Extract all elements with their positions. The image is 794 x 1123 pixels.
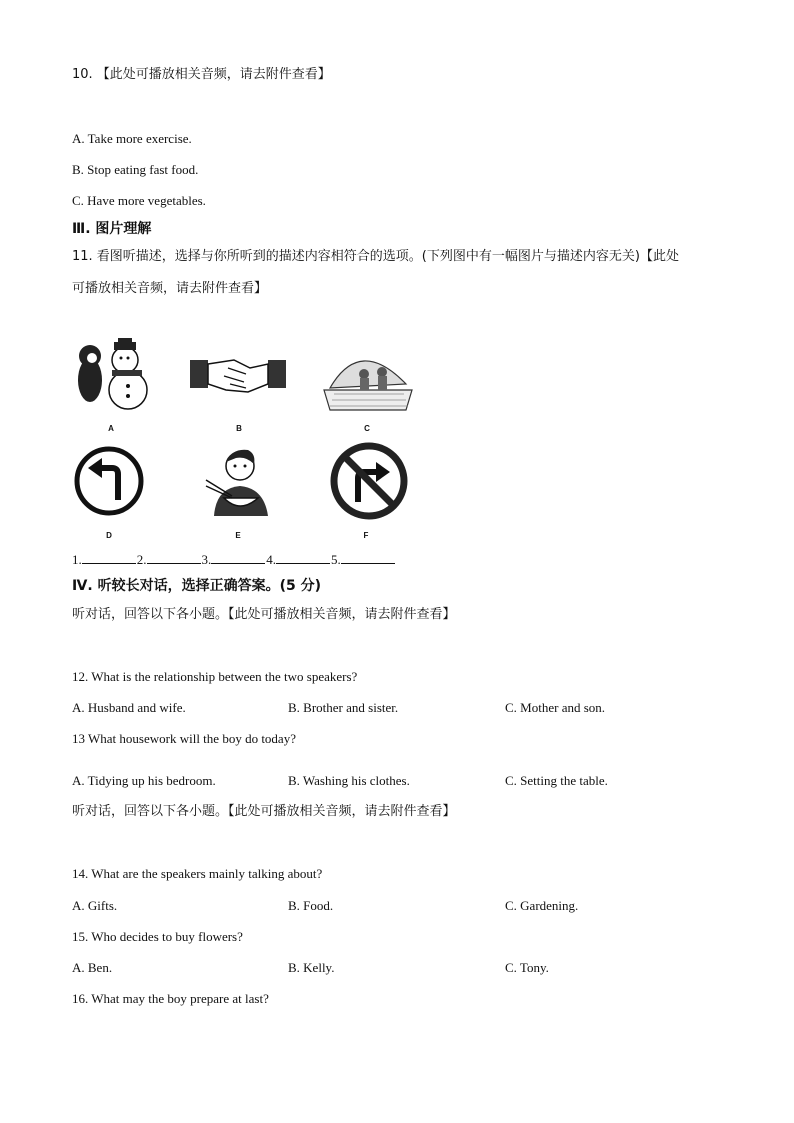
q13-option-a: A. Tidying up his bedroom.: [72, 773, 216, 788]
q12-option-c: C. Mother and son.: [505, 700, 606, 715]
q14-option-b: B. Food.: [288, 898, 334, 913]
blank-label-2: 2.: [136, 552, 147, 567]
q15-option-b: B. Kelly.: [288, 960, 335, 975]
answer-blank-1[interactable]: [82, 553, 136, 564]
section4-intro-1: 听对话，回答以下各小题。【此处可播放相关音频，请去附件查看】: [72, 607, 456, 622]
q14-option-a: A. Gifts.: [72, 898, 118, 913]
q12-option-a: A. Husband and wife.: [72, 700, 186, 715]
q10-option-b: B. Stop eating fast food.: [72, 162, 199, 177]
q13-option-c: C. Setting the table.: [505, 773, 608, 788]
q15-option-c: C. Tony.: [505, 960, 549, 975]
q14-text: 14. What are the speakers mainly talking about?: [72, 866, 323, 881]
snowman-picture: [70, 336, 150, 414]
section4-intro-2: 听对话，回答以下各小题。【此处可播放相关音频，请去附件查看】: [72, 804, 456, 819]
caption-a: A: [108, 424, 114, 433]
answer-blank-2[interactable]: [147, 553, 201, 564]
answer-blank-5[interactable]: [341, 553, 395, 564]
answer-blank-3[interactable]: [211, 553, 265, 564]
q11-text-line2: 可播放相关音频，请去附件查看】: [72, 281, 268, 296]
q15-text: 15. Who decides to buy flowers?: [72, 929, 243, 944]
caption-d: D: [106, 531, 112, 540]
answer-blank-4[interactable]: [276, 553, 330, 564]
q10-option-a: A. Take more exercise.: [72, 131, 192, 146]
q14-option-c: C. Gardening.: [505, 898, 579, 913]
no-right-turn-sign-picture: [330, 442, 408, 520]
caption-c: C: [364, 424, 370, 433]
caption-f: F: [363, 531, 369, 540]
blank-label-3: 3.: [201, 552, 212, 567]
boy-eating-picture: [202, 442, 276, 520]
blank-label-5: 5.: [331, 552, 341, 567]
q13-option-b: B. Washing his clothes.: [288, 773, 410, 788]
q15-option-a: A. Ben.: [72, 960, 113, 975]
q13-text: 13 What housework will the boy do today?: [72, 731, 296, 746]
section4-title: Ⅳ. 听较长对话，选择正确答案。(5 分): [72, 578, 321, 594]
q12-text: 12. What is the relationship between the two speakers?: [72, 669, 358, 684]
q10-text: 10. 【此处可播放相关音频，请去附件查看】: [72, 67, 331, 82]
q16-text: 16. What may the boy prepare at last?: [72, 991, 269, 1006]
blank-label-1: 1.: [72, 552, 82, 567]
turn-left-sign-picture: [74, 446, 144, 516]
caption-b: B: [236, 424, 242, 433]
picnic-picture: [320, 338, 416, 414]
section3-title: Ⅲ. 图片理解: [72, 221, 152, 237]
answer-blanks: [72, 552, 396, 568]
handshake-picture: [190, 352, 286, 396]
caption-e: E: [235, 531, 241, 540]
q12-option-b: B. Brother and sister.: [288, 700, 399, 715]
q11-text-line1: 11. 看图听描述，选择与你所听到的描述内容相符合的选项。(下列图中有一幅图片与描述内容无关)【此处: [72, 249, 679, 264]
q10-option-c: C. Have more vegetables.: [72, 193, 206, 208]
blank-label-4: 4.: [266, 552, 276, 567]
